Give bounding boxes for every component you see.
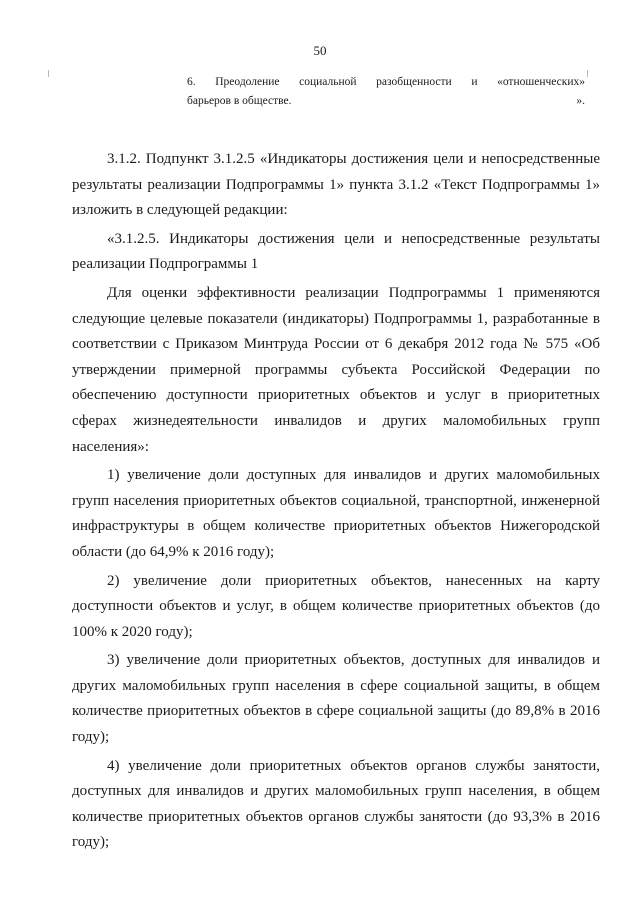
document-body	[72, 147, 600, 856]
section-heading-paragraph: «3.1.2.5. Индикаторы достижения цели и непосредственные результаты реализации Подпрограммы 1	[72, 230, 600, 273]
table-fragment-line-1: 6. Преодоление социальной разобщенности и «отношенческих»	[187, 76, 585, 88]
indicator-item-3: 3) увеличение доли приоритетных объектов, доступных для инвалидов и других маломобильных групп населения в сфере социальной защиты, в общем количестве приоритетных объектов в сфере социальной защиты (до 89,8% в 2016 году);	[72, 652, 600, 746]
indicator-item-4: 4) увеличение доли приоритетных объектов органов службы занятости, доступных для инвалидов и других маломобильных групп населения, в общем количестве приоритетных объектов органов службы занятости (до 93,3% в 2016 году);	[72, 757, 600, 851]
scan-mark-left	[48, 70, 49, 77]
page-number: 50	[313, 43, 327, 58]
table-fragment-closing-quote: ».	[576, 95, 585, 107]
indicators-intro-paragraph: Для оценки эффективности реализации Подпрограммы 1 применяются следующие целевые показатели (индикаторы) Подпрограммы 1, разработанные в соответствии с Приказом Минтруда России от 6 декабря 2012 года № 575 «Об утверждении примерной программы субъекта Российской Федерации по обеспечению доступности приоритетных объектов и услуг в приоритетных сферах жизнедеятельности инвалидов и других маломобильных групп населения»:	[72, 284, 600, 455]
scan-mark-right	[587, 70, 588, 77]
amendment-intro-paragraph: 3.1.2. Подпункт 3.1.2.5 «Индикаторы достижения цели и непосредственные результаты реализации Подпрограммы 1» пункта 3.1.2 «Текст Подпрограммы 1» изложить в следующей редакции:	[72, 151, 600, 219]
table-fragment-line-2-text: барьеров в обществе.	[187, 95, 292, 107]
indicator-item-1: 1) увеличение доли доступных для инвалидов и других маломобильных групп населения приоритетных объектов социальной, транспортной, инженерной инфраструктуры в общем количестве приоритетных объектов Нижегородской области (до 64,9% к 2016 году);	[72, 467, 600, 560]
table-fragment-line-2	[187, 92, 585, 111]
indicator-item-2: 2) увеличение доли приоритетных объектов, нанесенных на карту доступности объектов и услуг, в общем количестве приоритетных объектов (до 100% к 2020 году);	[72, 572, 600, 640]
table-fragment	[187, 73, 585, 111]
